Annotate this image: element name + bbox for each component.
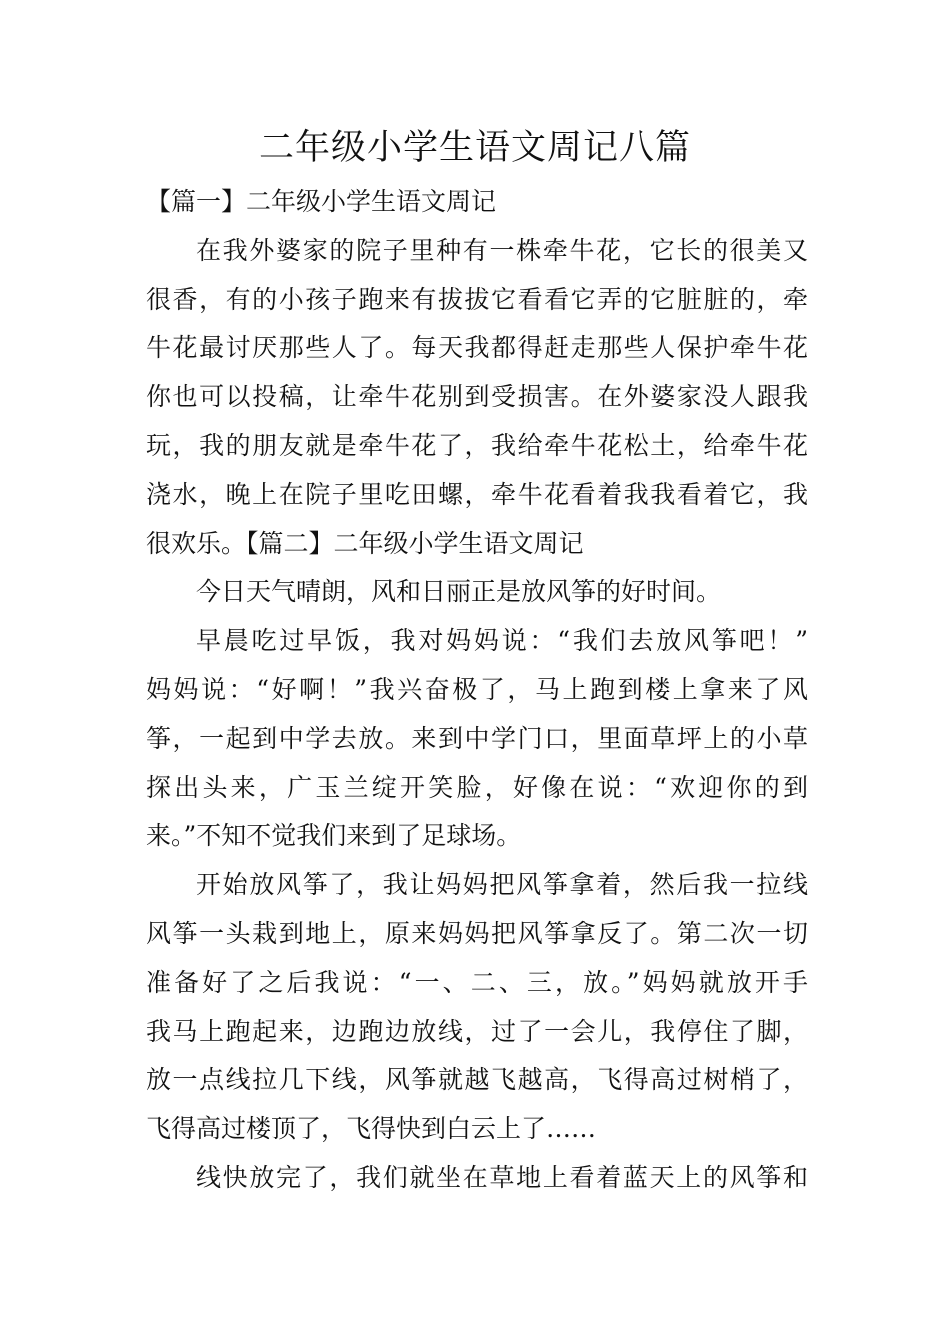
text-line: 很欢乐。【篇二】二年级小学生语文周记 xyxy=(146,528,584,558)
text-line: 早晨吃过早饭，我对妈妈说：“我们去放风筝吧！” xyxy=(196,626,808,656)
text-line: 风筝一头栽到地上，原来妈妈把风筝拿反了。第二次一切 xyxy=(146,918,808,948)
text-line: 飞得高过楼顶了，飞得快到白云上了…… xyxy=(146,1114,597,1144)
text-line: 牛花最讨厌那些人了。每天我都得赶走那些人保护牵牛花 xyxy=(146,333,808,363)
document-body xyxy=(146,178,808,1203)
text-line: 在我外婆家的院子里种有一株牵牛花，它长的很美又 xyxy=(196,235,808,265)
text-line: 线快放完了，我们就坐在草地上看着蓝天上的风筝和 xyxy=(196,1162,808,1192)
document-title: 二年级小学生语文周记八篇 xyxy=(258,128,691,168)
text-line: 你也可以投稿，让牵牛花别到受损害。在外婆家没人跟我 xyxy=(146,382,808,412)
text-line: 今日天气晴朗，风和日丽正是放风筝的好时间。 xyxy=(196,577,722,607)
text-line: 放一点线拉几下线，风筝就越飞越高，飞得高过树梢了， xyxy=(146,1065,808,1095)
text-line: 我马上跑起来，边跑边放线，过了一会儿，我停住了脚， xyxy=(146,1016,808,1046)
text-line: 妈妈说：“好啊！”我兴奋极了，马上跑到楼上拿来了风 xyxy=(146,674,808,704)
text-line: 开始放风筝了，我让妈妈把风筝拿着，然后我一拉线 xyxy=(196,870,808,900)
text-line: 探出头来，广玉兰绽开笑脸，好像在说：“欢迎你的到 xyxy=(146,772,808,802)
section-heading: 【篇一】二年级小学生语文周记 xyxy=(146,187,497,216)
text-line: 玩，我的朋友就是牵牛花了，我给牵牛花松土，给牵牛花 xyxy=(146,430,808,460)
text-line: 来。”不知不觉我们来到了足球场。 xyxy=(146,821,522,851)
text-line: 筝，一起到中学去放。来到中学门口，里面草坪上的小草 xyxy=(146,723,808,753)
text-line: 很香，有的小孩子跑来有拔拔它看看它弄的它脏脏的，牵 xyxy=(146,284,808,314)
text-line: 浇水，晚上在院子里吃田螺，牵牛花看着我我看着它，我 xyxy=(146,479,808,509)
text-line: 准备好了之后我说：“一、二、三，放。”妈妈就放开手 xyxy=(146,967,808,997)
